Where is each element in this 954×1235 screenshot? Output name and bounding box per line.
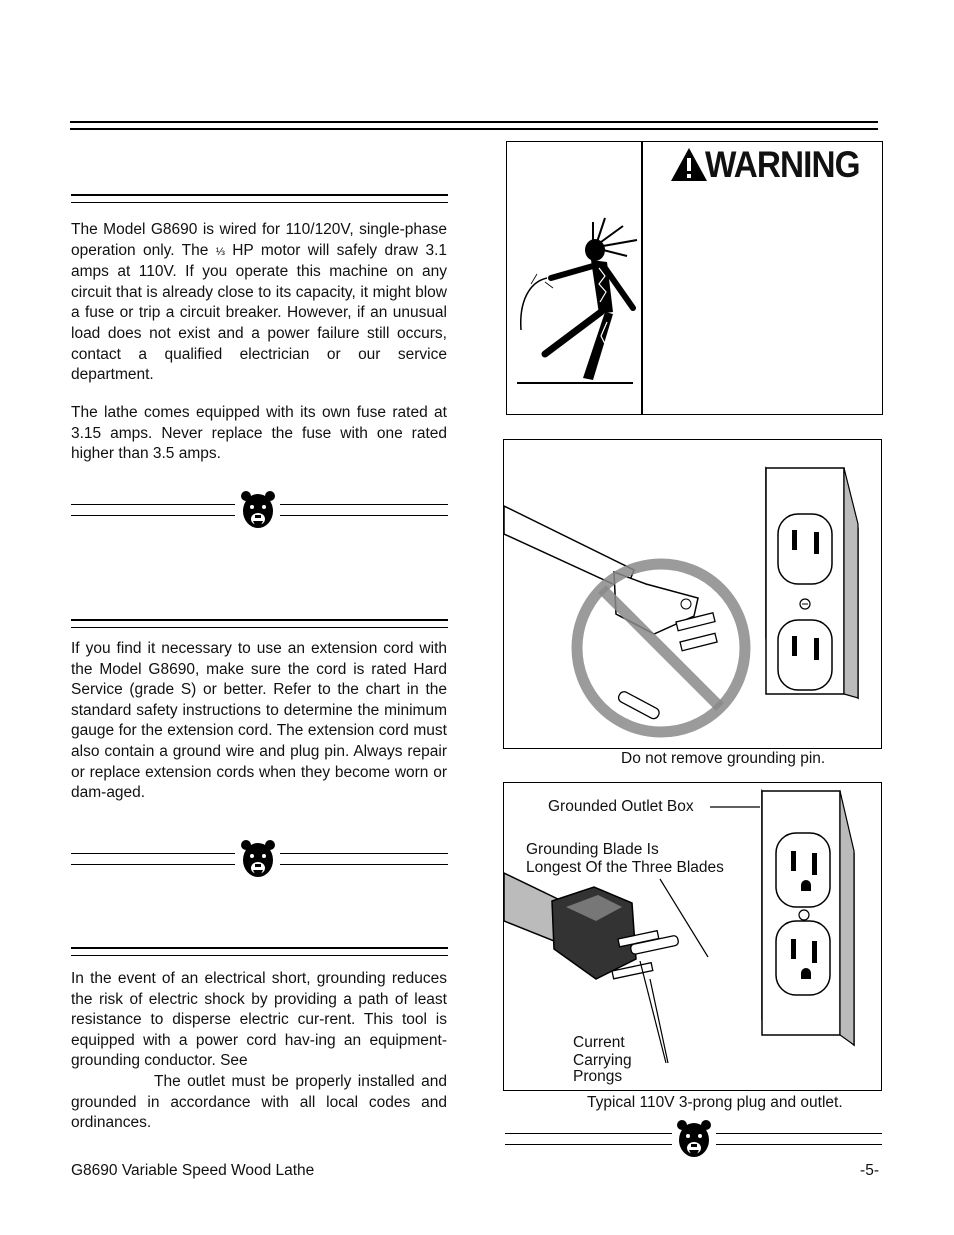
grounding-paragraph-b: The outlet must be properly installed and grounded in accordance with all local codes and ordinances.: [71, 1073, 447, 1132]
label-prongs-line-2: Carrying: [573, 1052, 632, 1069]
fraction-one-third: ⅓: [215, 245, 225, 258]
extension-section-rule-top: [71, 619, 448, 621]
footer-title: G8690 Variable Speed Wood Lathe: [71, 1162, 315, 1179]
power-section-rule-top: [71, 194, 448, 196]
label-outlet-box: Grounded Outlet Box: [548, 798, 694, 815]
label-blade-line-1: Grounding Blade Is: [526, 841, 659, 858]
bear-logo-icon: [676, 1119, 712, 1159]
bear-logo-icon: [240, 839, 276, 879]
power-paragraph-2: The lathe comes equipped with its own fuse rated at 3.15 amps. Never replace the fuse with one rated higher than 3.5 amps.: [71, 404, 447, 463]
divider-right: [280, 504, 448, 516]
power-text-a: The Model G8690 is wired for 110/120V, single-phase operation only. The: [71, 221, 447, 259]
warning-box: [506, 141, 883, 415]
extension-section-rule-bottom: [71, 627, 448, 628]
figure-grounding-pin: [503, 439, 882, 749]
label-blade-line-2: Longest Of the Three Blades: [526, 859, 724, 876]
electric-shock-figure-icon: [509, 212, 639, 387]
divider-right: [716, 1133, 882, 1145]
divider-left: [71, 504, 235, 516]
extension-paragraph: If you find it necessary to use an extension cord with the Model G8690, make sure the cord is rated Hard Service (grade S) or better. Refer to the chart in the standard safety instructions to determine the minimum gauge for the extension cord. The extension cord must also contain a ground wire and plug pin. Always repair or replace extension cords when they become worn or dam-aged.: [71, 640, 447, 802]
label-prongs-line-3: Prongs: [573, 1068, 623, 1085]
divider-right: [280, 853, 448, 865]
warning-box-divider: [641, 142, 643, 414]
grounding-section-rule-bottom: [71, 955, 448, 956]
figure-1-caption: Do not remove grounding pin.: [621, 750, 826, 767]
divider-left: [505, 1133, 672, 1145]
power-text-b: HP motor will safely draw 3.1 amps at 110V. If you operate this machine on any circuit that is already close to its capacity, it might blow a fuse or trip a circuit breaker. However, if an unusual load does not exist and a power failure still occurs, contact a qualified electrician or our service department.: [71, 241, 447, 384]
power-section-rule-bottom: [71, 202, 448, 203]
label-prongs-line-1: Current: [573, 1034, 625, 1051]
grounding-paragraph-a: In the event of an electrical short, grounding reduces the risk of electric shock by providing a path of least resistance to disperse electric cur-rent. This tool is equipped with a power cord hav-ing an equipment-grounding conductor. See: [71, 970, 447, 1070]
figure-three-prong: [503, 782, 882, 1091]
plug-outlet-illustration: [504, 783, 881, 1090]
footer-page-number: -5-: [860, 1162, 879, 1179]
figure-2-caption: Typical 110V 3-prong plug and outlet.: [587, 1094, 843, 1111]
plug-prohibited-illustration: [504, 440, 881, 748]
header-rule-bottom: [70, 128, 878, 130]
power-paragraph-1: [71, 220, 447, 386]
divider-left: [71, 853, 235, 865]
exclamation-triangle-icon: [669, 146, 709, 184]
header-rule-top: [70, 121, 878, 123]
grounding-section-rule-top: [71, 947, 448, 949]
warning-title: WARNING: [705, 144, 860, 185]
bear-logo-icon: [240, 490, 276, 530]
